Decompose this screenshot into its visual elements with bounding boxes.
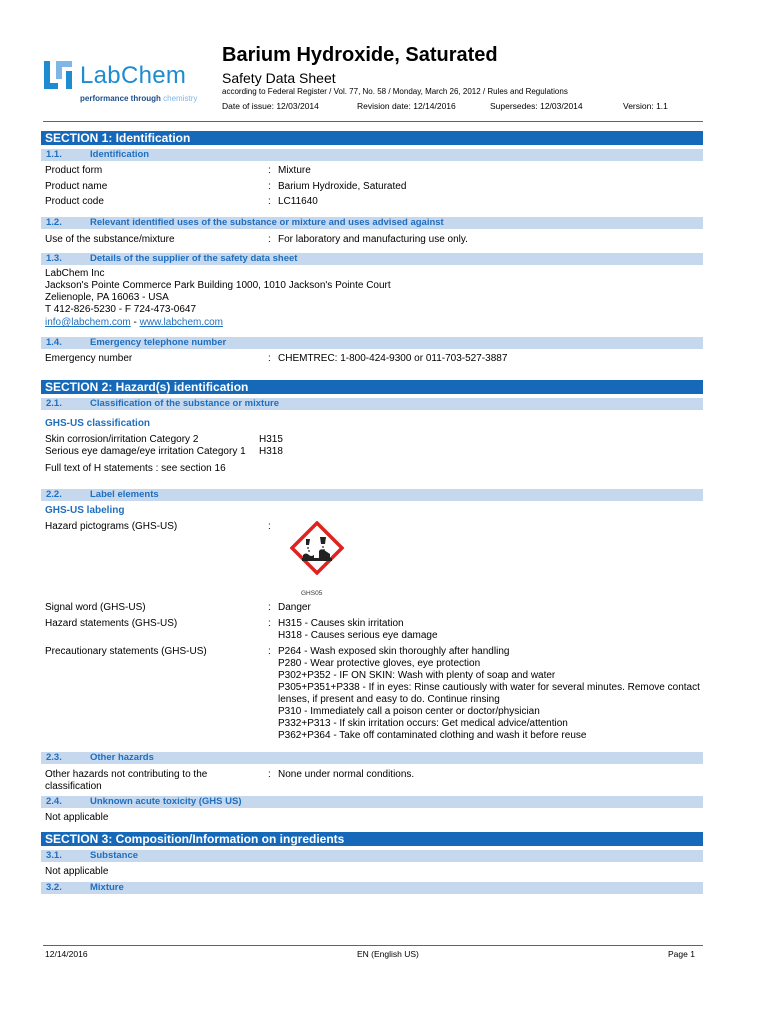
document-subtitle: Safety Data Sheet [222,70,336,86]
header-divider [43,121,703,122]
supplier-address-2: Zelienople, PA 16063 - USA [45,292,169,303]
subsection-title: Other hazards [90,752,154,763]
footer-language: EN (English US) [357,949,419,959]
subsection-title: Emergency telephone number [90,337,227,348]
supplier-name: LabChem Inc [45,268,105,279]
section-1-heading: SECTION 1: Identification [41,131,703,145]
section-3-heading: SECTION 3: Composition/Information on ingredients [41,832,703,846]
subsection-3-1 [41,850,703,862]
subsection-3-2 [41,882,703,894]
supplier-address-1: Jackson's Pointe Commerce Park Building 1000, 1010 Jackson's Pointe Court [45,280,391,291]
colon: : [268,353,271,364]
signal-word-label: Signal word (GHS-US) [45,602,146,613]
revision-date: Revision date: 12/14/2016 [357,101,456,111]
colon: : [268,165,271,176]
subsection-number: 3.1. [46,850,62,861]
subsection-1-1 [41,149,703,161]
product-code-label: Product code [45,196,104,207]
subsection-title: Details of the supplier of the safety data sheet [90,253,298,264]
hazard-statements-label: Hazard statements (GHS-US) [45,618,178,629]
other-hazards-label-2: classification [45,781,102,792]
product-form-label: Product form [45,165,103,176]
precaution-7: P332+P313 - If skin irritation occurs: Get medical advice/attention [278,718,568,729]
document-title: Barium Hydroxide, Saturated [222,44,498,66]
colon: : [268,646,271,657]
subsection-title: Mixture [90,882,124,893]
subsection-title: Unknown acute toxicity (GHS US) [90,796,242,807]
precaution-2: P280 - Wear protective gloves, eye protection [278,658,481,669]
supersedes-date: Supersedes: 12/03/2014 [490,101,583,111]
logo-tagline [80,94,197,103]
regulation-note: according to Federal Register / Vol. 77, No. 58 / Monday, March 26, 2012 / Rules and Regulations [222,87,568,96]
email-link[interactable]: info@labchem.com [45,317,131,328]
precaution-3: P302+P352 - IF ON SKIN: Wash with plenty of soap and water [278,670,556,681]
full-text-note: Full text of H statements : see section 16 [45,463,226,474]
subsection-2-4 [41,796,703,808]
substance-value: Not applicable [45,866,109,877]
colon: : [268,181,271,192]
subsection-number: 1.4. [46,337,62,348]
subsection-title: Identification [90,149,150,160]
use-value: For laboratory and manufacturing use only. [278,234,468,245]
hazard-statement-1: H315 - Causes skin irritation [278,618,404,629]
subsection-number: 3.2. [46,882,62,893]
emergency-label: Emergency number [45,353,133,364]
signal-word-value: Danger [278,602,311,613]
other-hazards-label-1: Other hazards not contributing to the [45,769,208,780]
classification-1-code: H315 [259,434,283,445]
pictograms-label: Hazard pictograms (GHS-US) [45,521,178,532]
date-of-issue: Date of issue: 12/03/2014 [222,101,319,111]
footer-divider [43,945,703,946]
subsection-title: Substance [90,850,139,861]
product-name-label: Product name [45,181,108,192]
ghs-code: GHS05 [301,590,323,597]
labchem-logo-icon [44,61,74,89]
subsection-title: Classification of the substance or mixture [90,398,279,409]
subsection-number: 1.1. [46,149,62,160]
subsection-2-1 [41,398,703,410]
precaution-5: lenses, if present and easy to do. Continue rinsing [278,694,500,705]
subsection-2-2 [41,489,703,501]
hazard-statement-2: H318 - Causes serious eye damage [278,630,438,641]
section-2-heading: SECTION 2: Hazard(s) identification [41,380,703,394]
colon: : [268,769,271,780]
precaution-6: P310 - Immediately call a poison center or doctor/physician [278,706,540,717]
precautionary-label: Precautionary statements (GHS-US) [45,646,207,657]
precaution-8: P362+P364 - Take off contaminated clothing and wash it before reuse [278,730,587,741]
document-header [0,0,768,125]
subsection-number: 1.3. [46,253,62,264]
precaution-4: P305+P351+P338 - If in eyes: Rinse cautiously with water for several minutes. Remove contact [278,682,700,693]
subsection-title: Label elements [90,489,159,500]
subsection-number: 1.2. [46,217,62,228]
precaution-1: P264 - Wash exposed skin thoroughly after handling [278,646,510,657]
classification-1: Skin corrosion/irritation Category 2 [45,434,199,445]
corrosion-pictogram-icon [290,521,344,575]
logo-tagline-b: chemistry [163,94,198,103]
colon: : [268,196,271,207]
supplier-phone: T 412-826-5230 - F 724-473-0647 [45,304,197,315]
footer-page: Page 1 [668,949,695,959]
subsection-title: Relevant identified uses of the substance or mixture and uses advised against [90,217,444,228]
subsection-1-2 [41,217,703,229]
use-label: Use of the substance/mixture [45,234,175,245]
labchem-logo [44,58,224,108]
footer-date: 12/14/2016 [45,949,88,959]
link-separator: - [130,317,140,328]
colon: : [268,602,271,613]
subsection-1-3 [41,253,703,265]
product-name-value: Barium Hydroxide, Saturated [278,181,407,192]
subsection-1-4 [41,337,703,349]
colon: : [268,521,271,532]
subsection-2-3 [41,752,703,764]
other-hazards-value: None under normal conditions. [278,769,415,780]
colon: : [268,234,271,245]
logo-tagline-a: performance through [80,94,164,103]
acute-toxicity-value: Not applicable [45,812,109,823]
classification-2-code: H318 [259,446,283,457]
ghs-classification-heading: GHS-US classification [45,418,151,429]
subsection-number: 2.2. [46,489,62,500]
emergency-value: CHEMTREC: 1-800-424-9300 or 011-703-527-3887 [278,353,508,364]
version: Version: 1.1 [623,101,668,111]
subsection-number: 2.4. [46,796,62,807]
colon: : [268,618,271,629]
subsection-number: 2.3. [46,752,62,763]
product-code-value: LC11640 [278,196,318,207]
product-form-value: Mixture [278,165,311,176]
ghs-labeling-heading: GHS-US labeling [45,505,125,516]
classification-2: Serious eye damage/eye irritation Category 1 [45,446,246,457]
subsection-number: 2.1. [46,398,62,409]
logo-wordmark: LabChem [80,62,187,89]
supplier-contacts [45,317,223,329]
website-link[interactable]: www.labchem.com [139,317,223,328]
